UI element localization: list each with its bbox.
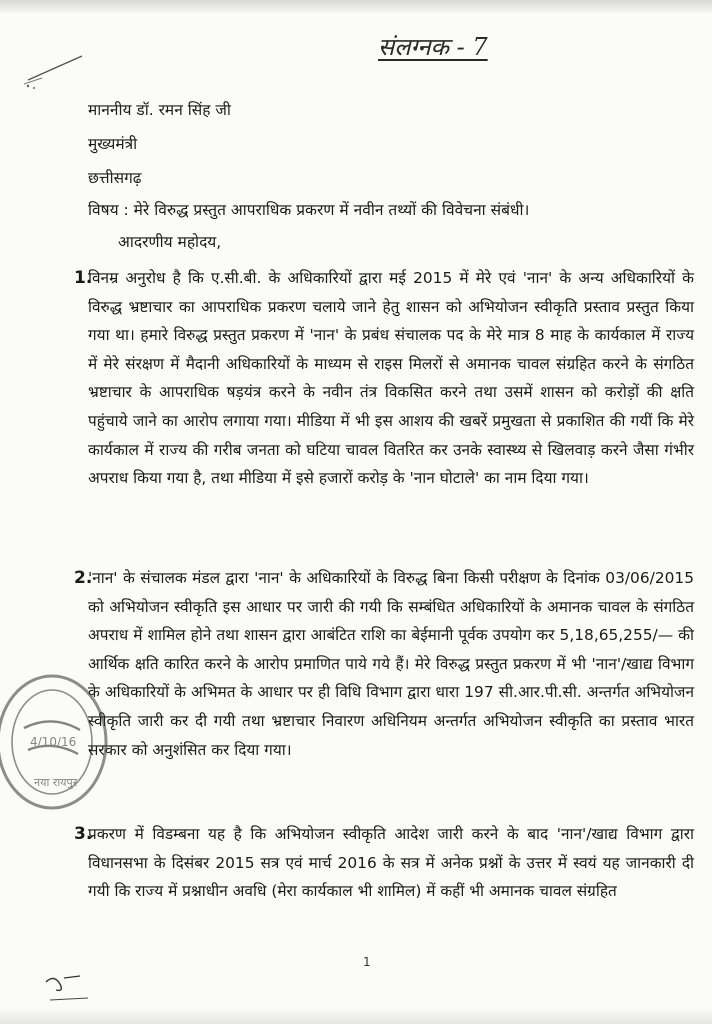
- recipient-name: माननीय डॉ. रमन सिंह जी: [88, 101, 231, 119]
- page-number: 1: [363, 955, 371, 969]
- paragraph-1: [74, 264, 694, 493]
- pen-scribble-icon: [20, 50, 90, 90]
- scan-bottom-edge: [0, 1008, 712, 1024]
- paragraph-number: 3.: [74, 824, 93, 844]
- paragraph-number: 2.: [74, 568, 93, 588]
- paragraph-2: [74, 564, 694, 764]
- paragraph-number: 1.: [74, 268, 93, 288]
- stamp-date: 4/10/16: [30, 735, 77, 749]
- receipt-stamp-icon: [0, 670, 114, 820]
- subject-line: विषय : मेरे विरुद्ध प्रस्तुत आपराधिक प्रकरण में नवीन तथ्यों की विवेचना संबंधी।: [88, 201, 530, 219]
- handwritten-initials-icon: [40, 970, 100, 1010]
- annexure-label: संलग्नक - 7: [378, 33, 488, 61]
- stamp-text: नया रायपुर: [34, 776, 78, 789]
- recipient-designation: मुख्यमंत्री: [88, 135, 138, 153]
- paragraph-text: प्रकरण में विडम्बना यह है कि अभियोजन स्वीकृति आदेश जारी करने के बाद 'नान'/खाद्य विभाग द्वारा विधानसभा के दिसंबर 2015 सत्र एवं मार्च 2016 के सत्र में अनेक प्रश्नों के उत्तर में स्वयं यह जानकारी दी गयी कि राज्य में प्रश्नाधीन अवधि (मेरा कार्यकाल भी शामिल) में कहीं भी अमानक चावल संग्रहित: [88, 825, 694, 901]
- paragraph-text: 'नान' के संचालक मंडल द्वारा 'नान' के अधिकारियों के विरुद्ध बिना किसी परीक्षण के दिनांक 03/06/2015 को अभियोजन स्वीकृति इस आधार पर जारी की गयी कि सम्बंधित अधिकारियों के अमानक चावल के संगठित अपराध में शामिल होने तथा शासन द्वारा आबंटित राशि का बेईमानी पूर्वक उपयोग कर 5,18,65,255/— की आर्थिक क्षति कारित करने के आरोप प्रमाणित पाये गये हैं। मेरे विरुद्ध प्रस्तुत प्रकरण में भी 'नान'/खाद्य विभाग के अधिकारियों के अभिमत के आधार पर ही विधि विभाग द्वारा धारा 197 सी.आर.पी.सी. अन्तर्गत अभियोजन स्वीकृति जारी कर दी गयी तथा भ्रष्टाचार निवारण अधिनियम अन्तर्गत अभियोजन स्वीकृति का प्रस्ताव भारत सरकार को अनुशंसित कर दिया गया।: [88, 569, 694, 759]
- paragraph-text: विनम्र अनुरोध है कि ए.सी.बी. के अधिकारियों द्वारा मई 2015 में मेरे एवं 'नान' के अन्य अधिकारियों के विरुद्ध भ्रष्टाचार का आपराधिक प्रकरण चलाये जाने हेतु शासन को अभियोजन स्वीकृति प्रस्ताव प्रस्तुत किया गया था। हमारे विरुद्ध प्रस्तुत प्रकरण में 'नान' के प्रबंध संचालक पद के मेरे मात्र 8 माह के कार्यकाल में राज्य में मेरे संरक्षण में मैदानी अधिकारियों के माध्यम से राइस मिलरों से अमानक चावल संग्रहित करने के संगठित भ्रष्टाचार के आपराधिक षड़यंत्र करने के नवीन तंत्र विकसित करने तथा उसमें शासन को करोड़ों की क्षति पहुंचाये जाने का आरोप लगाया गया। मीडिया में भी इस आशय की खबरें प्रमुखता से प्रकाशित की गयीं कि मेरे कार्यकाल में राज्य की गरीब जनता को घटिया चावल वितरित कर उनके स्वास्थ्य से खिलवाड़ करने जैसा गंभीर अपराध किया गया है, तथा मीडिया में इसे हजारों करोड़ के 'नान घोटाले' का नाम दिया गया।: [88, 269, 694, 488]
- salutation: आदरणीय महोदय,: [118, 233, 222, 251]
- paragraph-3: [74, 820, 694, 906]
- recipient-state: छत्तीसगढ़: [88, 169, 142, 187]
- scan-shadow: [0, 0, 712, 14]
